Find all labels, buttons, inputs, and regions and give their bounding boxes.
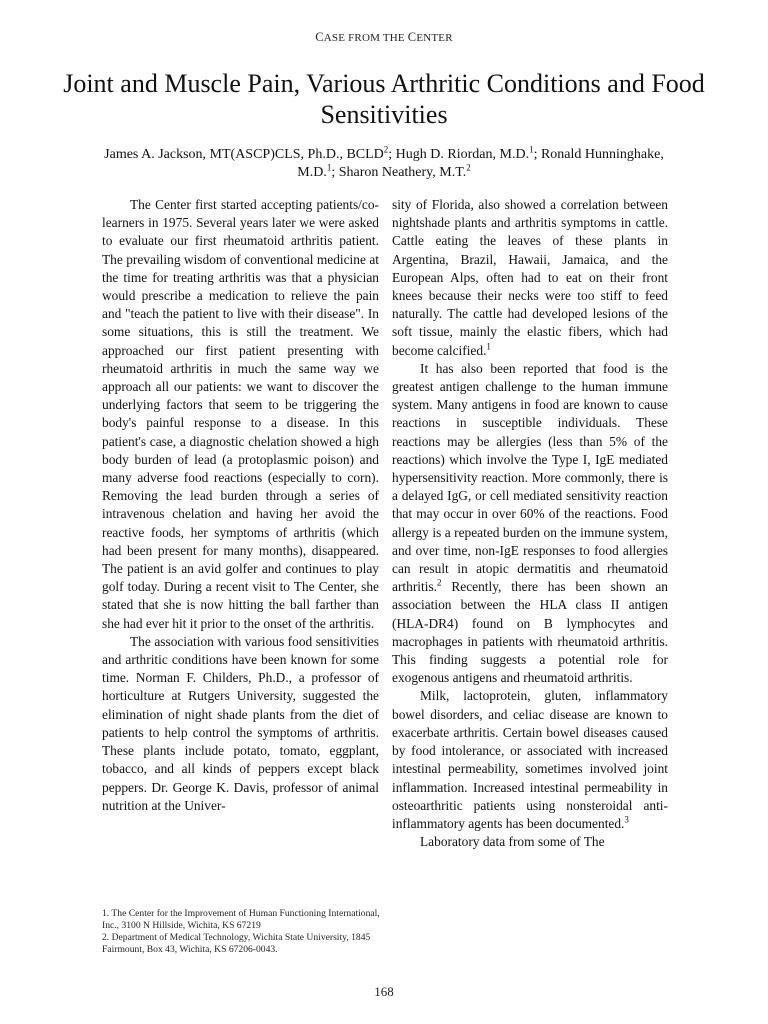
paragraph-laboratory-data: Laboratory data from some of The bbox=[420, 834, 605, 850]
paragraph-food-antigen-text-a: It has also been reported that food is the greatest antigen challenge to the human immune system. Many antigens in food are known to cause reactions in susceptible individuals. These reactions may be allergies (less than 5% of the reactions) which involve the Type I, IgE mediated hypersensitivity reaction. More commonly, there is a delayed IgG, or cell mediated sensitivity reaction that may occur in over 60% of the reactions. Food allergy is a repeated burden on the immune system, and over time, non-IgE responses to food allergies can result in atopic dermatitis and rheumatoid arthritis. bbox=[392, 360, 668, 595]
article-title: Joint and Muscle Pain, Various Arthritic Conditions and Food Sensitivities bbox=[63, 69, 705, 129]
citation-ref-2: 2 bbox=[437, 577, 442, 588]
body-column-left bbox=[102, 196, 379, 815]
page-number: 168 bbox=[374, 984, 394, 999]
author-jackson-affiliation: 2 bbox=[383, 144, 389, 155]
running-head bbox=[0, 30, 768, 45]
paragraph-food-antigen-text-b: Recently, there has been shown an association between the HLA class II antigen (HLA-DR4) found on B lymphocytes and macrophages in patients with rheumatoid arthritis. This finding suggests a potential role for exogenous antigens and rheumatoid arthritis. bbox=[392, 579, 668, 686]
footnote-1: 1. The Center for the Improvement of Human Functioning International, Inc., 3100 N Hillside, Wichita, KS 67219 bbox=[102, 908, 380, 931]
author-jackson: James A. Jackson, MT(ASCP)CLS, Ph.D., BCLD bbox=[104, 147, 384, 162]
body-column-right bbox=[392, 196, 668, 851]
paragraph-intro: The Center first started accepting patients/co-learners in 1975. Several years later we were asked to evaluate our first rheumatoid arthritis patient. The prevailing wisdom of conventional medicine at the time for treating arthritis was that a physician would prescribe a medication to relieve the pain and "teach the patient to live with their disease". In some situations, this is still the treatment. We approached our first patient presenting with rheumatoid arthritis in much the same way we approach all our patients: we want to discover the underlying factors that seem to be triggering the body's painful response to a disease. In this patient's case, a diagnostic chelation showed a high body burden of lead (a protoplasmic poison) and many adverse food reactions (especially to corn). Removing the lead burden through a series of intravenous chelation and having her avoid the reactive foods, her symptoms of arthritis (which had been present for many months), disappeared. The patient is an avid golfer and continues to play golf today. During a recent visit to The Center, she stated that she is now hitting the ball farther than she had ever hit it prior to the onset of the arthritis. bbox=[102, 197, 379, 631]
footnotes bbox=[102, 908, 382, 956]
footnote-2: 2. Department of Medical Technology, Wichita State University, 1845 Fairmount, Box 43, Wichita, KS 67206-0043. bbox=[102, 932, 371, 955]
paragraph-intestinal-permeability bbox=[392, 687, 668, 833]
author-riordan: ; Hugh D. Riordan, M.D. bbox=[388, 147, 530, 162]
running-head-initial-2: C bbox=[407, 30, 417, 44]
author-neathery: ; Sharon Neathery, M.T. bbox=[331, 165, 467, 180]
paragraph-nightshade-cattle-text: sity of Florida, also showed a correlation between nightshade plants and arthritis symptoms in cattle. Cattle eating the leaves of these plants in Argentina, Brazil, Hawaii, Jamaica, and the European Alps, often had to eat on their front knees because their necks were too stiff to feed naturally. The cattle had developed lesions of the soft tissue, mainly the elastic fibers, which had become calcified. bbox=[392, 197, 668, 358]
author-hunninghake-affiliation: 1 bbox=[326, 162, 332, 173]
paragraph-food-antigen bbox=[392, 360, 668, 688]
running-head-text-2: ENTER bbox=[416, 32, 453, 44]
author-neathery-affiliation: 2 bbox=[466, 162, 471, 173]
author-riordan-affiliation: 1 bbox=[529, 144, 534, 155]
paragraph-nightshade-cattle bbox=[392, 196, 668, 360]
citation-ref-3: 3 bbox=[624, 814, 629, 825]
running-head-text-1: ASE FROM THE bbox=[323, 32, 408, 44]
paragraph-food-sensitivities: The association with various food sensitivities and arthritic conditions have been known for some time. Norman F. Childers, Ph.D., a professor of horticulture at Rutgers University, suggested the elimination of night shade plants from the diet of patients to help control the symptoms of arthritis. These plants include potato, tomato, eggplant, tobacco, and all kinds of peppers except black peppers. Dr. George K. Davis, professor of animal nutrition at the Univer- bbox=[102, 633, 379, 813]
author-hunninghake: ; Ronald Hunninghake, M.D. bbox=[297, 147, 664, 180]
author-list bbox=[100, 146, 668, 182]
running-head-initial-1: C bbox=[315, 30, 324, 44]
paragraph-intestinal-permeability-text: Milk, lactoprotein, gluten, inflammatory bowel disorders, and celiac disease are known to exacerbate arthritis. Certain bowel diseases caused by food intolerance, or associated with increased intestinal permeability, sometimes involved joint inflammation. Increased intestinal permeability in osteoarthritic patients using nonsteroidal anti-inflammatory agents has been documented. bbox=[392, 688, 668, 831]
citation-ref-1: 1 bbox=[486, 341, 491, 352]
